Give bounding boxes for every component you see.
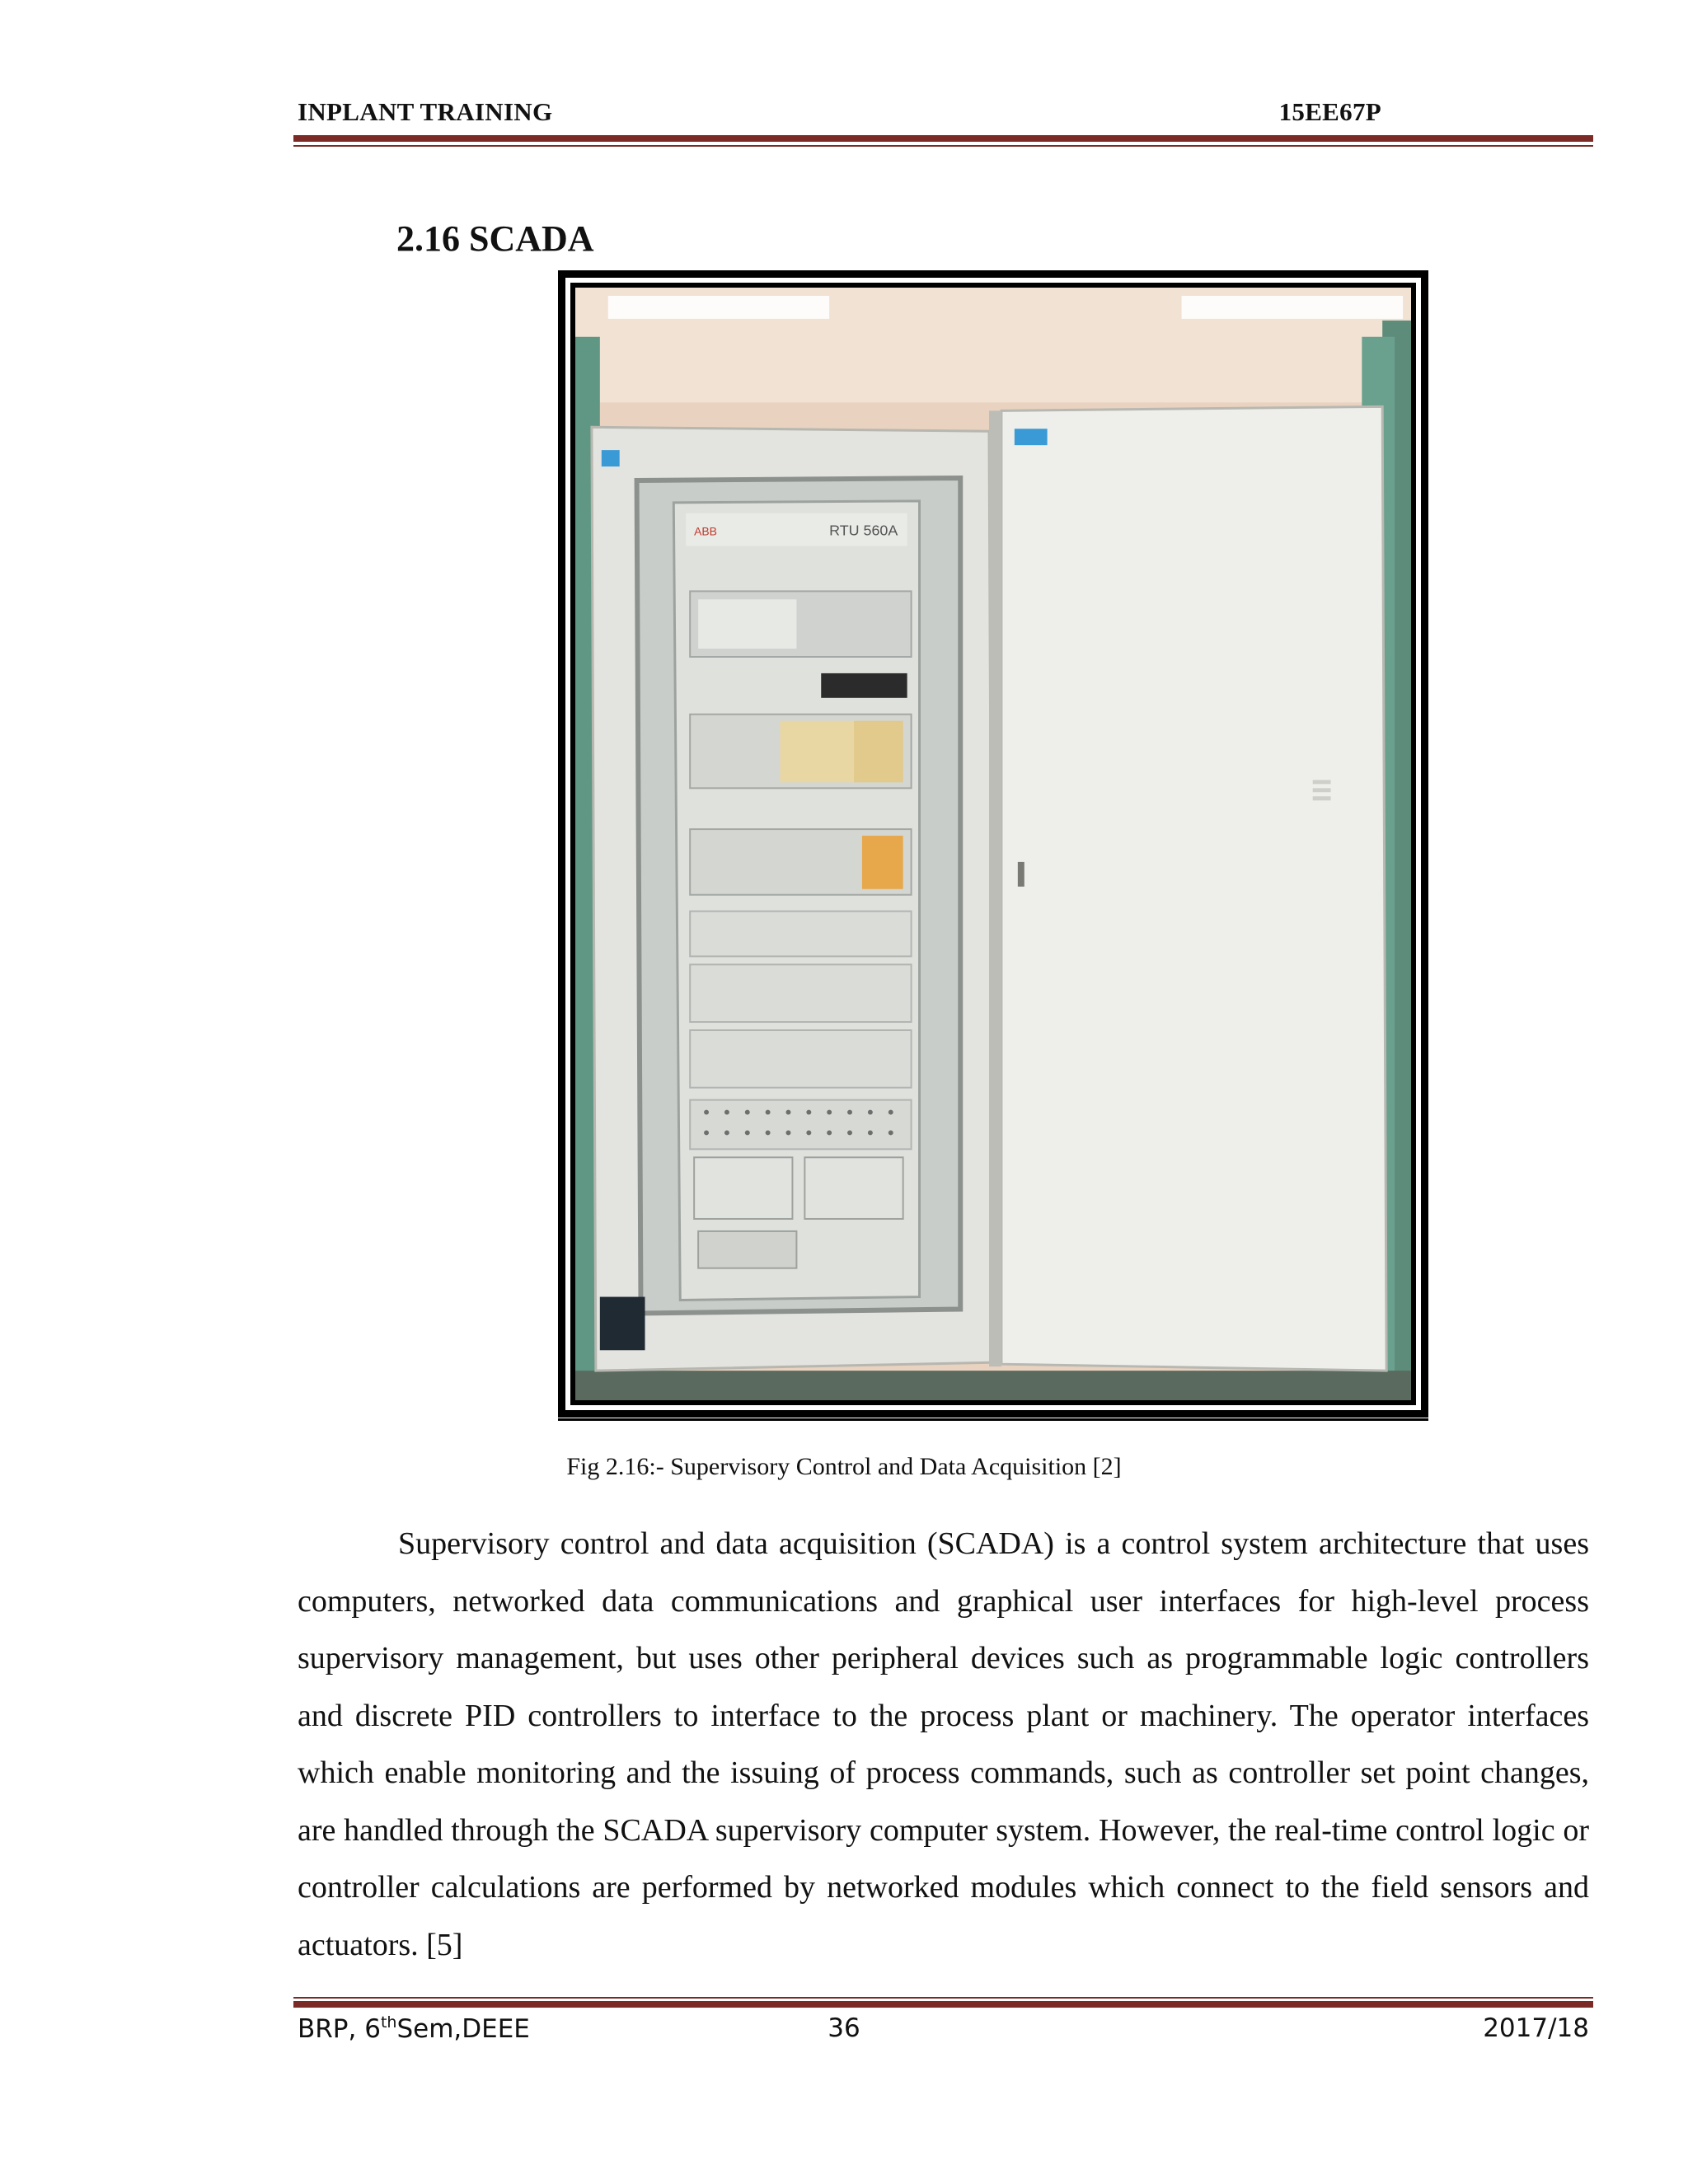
rtu-cabinet-illustration: [575, 288, 1411, 1400]
header-rule-thin: [293, 145, 1593, 147]
header-title: INPLANT TRAINING: [298, 97, 553, 126]
figure-underline: [558, 1418, 1428, 1421]
svg-text:RTU 560A: RTU 560A: [829, 522, 898, 539]
footer-rule: [293, 2001, 1593, 2008]
figure-caption: Fig 2.16:- Supervisory Control and Data Acquisition [2]: [566, 1453, 1122, 1480]
figure-frame: [558, 270, 1428, 1418]
footer-rule-thin: [293, 1997, 1593, 1999]
scada-panel-photo: [575, 288, 1411, 1400]
section-heading: 2.16 SCADA: [396, 218, 594, 259]
footer-year: 2017/18: [1483, 2013, 1589, 2043]
header-course-code: 15EE67P: [1278, 97, 1381, 126]
body-paragraph: Supervisory control and data acquisition (SCADA) is a control system architecture that uses computers, networked data communications and graphical user interfaces for high-level process supervisory management, but uses other peripheral devices such as programmable logic controllers and discrete PID controllers to interface to the process plant or machinery. The operator interfaces which enable monitoring and the issuing of process commands, such as controller set point changes, are handled through the SCADA supervisory computer system. However, the real-time control logic or controller calculations are performed by networked modules which connect to the field sensors and actuators. [5]: [298, 1526, 1589, 1962]
svg-text:ABB: ABB: [694, 524, 717, 538]
page-number: 36: [828, 2013, 860, 2043]
footer-author-semester: BRP, 6thSem,DEEE: [298, 2013, 530, 2044]
header-rule: [293, 135, 1593, 142]
